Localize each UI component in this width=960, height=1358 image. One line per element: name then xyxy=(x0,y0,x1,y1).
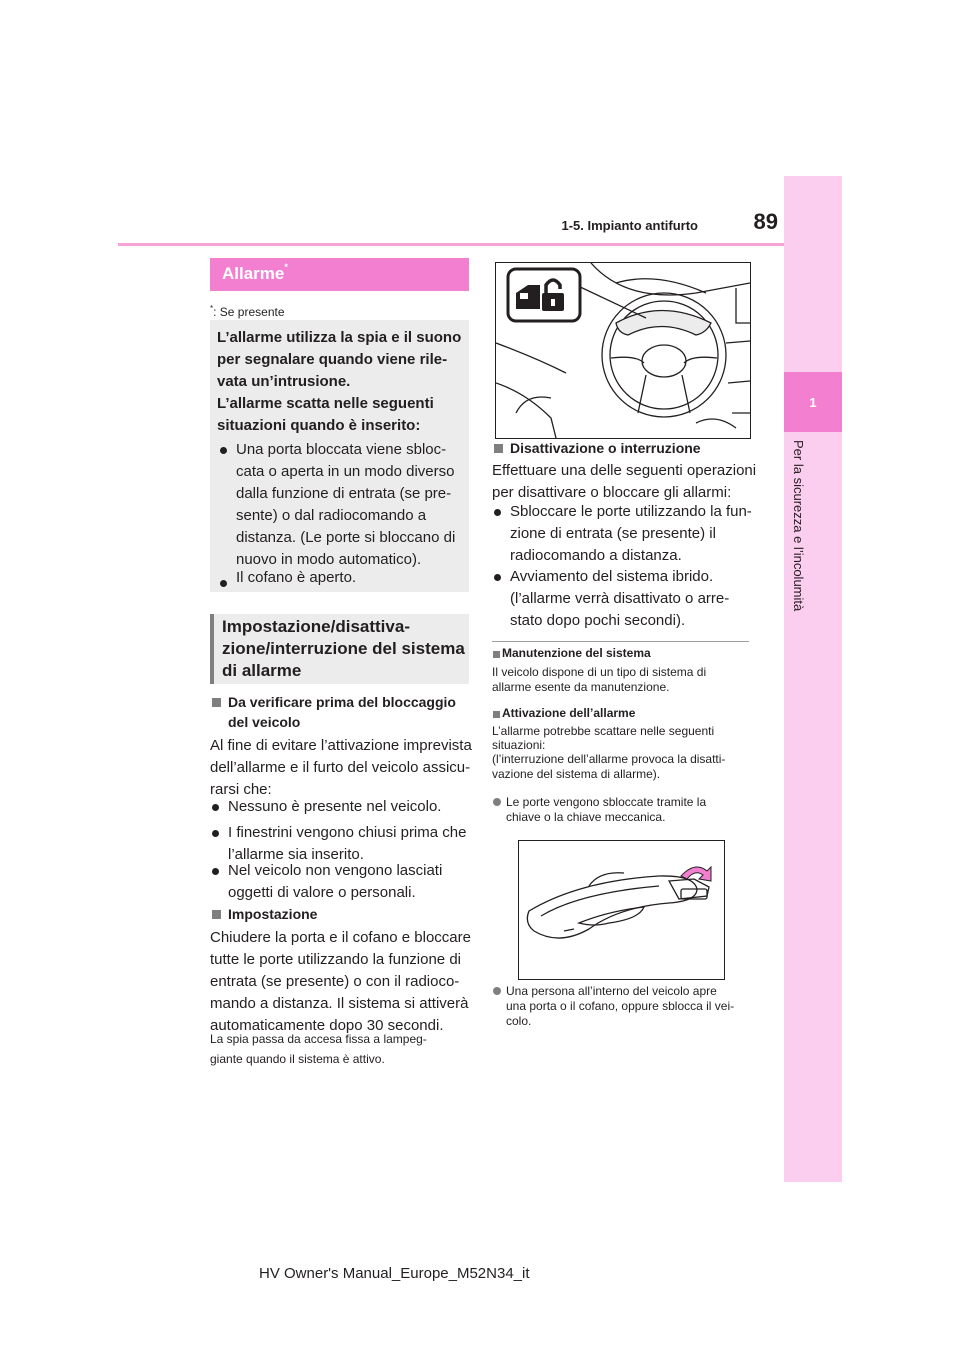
note-bullet xyxy=(493,798,501,806)
impostazione-title: di allarme xyxy=(222,661,302,680)
note-square xyxy=(493,711,500,718)
note-item: una porta o il cofano, oppure sblocca il vei- xyxy=(506,999,735,1013)
disable-bullet: Avviamento del sistema ibrido. xyxy=(510,568,714,585)
allarme-title xyxy=(222,264,288,284)
info-box-line: per segnalare quando viene rile- xyxy=(217,351,448,368)
bullet-dot xyxy=(494,574,501,581)
disable-bullet: Sbloccare le porte utilizzando la fun- xyxy=(510,503,752,520)
setting-note: La spia passa da accesa fissa a lampeg- xyxy=(210,1032,427,1046)
bullet-text: distanza. (Le porte si bloccano di xyxy=(236,529,456,546)
door-handle-drawing xyxy=(519,841,724,979)
verify-body: rarsi che: xyxy=(210,781,272,798)
disable-bullet: zione di entrata (se presente) il xyxy=(510,525,716,542)
side-chapter-label-text: Per la sicurezza e l’incolumità xyxy=(791,440,806,612)
maintenance-body: Il veicolo dispone di un tipo di sistema di xyxy=(492,665,707,679)
disable-bullet: stato dopo pochi secondi). xyxy=(510,612,686,629)
setting-body: entrata (se presente) o con il radioco- xyxy=(210,973,460,990)
bullet-text: cata o aperta in un modo diverso xyxy=(236,463,455,480)
footnote-mark: * xyxy=(210,304,214,313)
bullet-dot xyxy=(220,580,227,587)
bullet-text: sente) o dal radiocomando a xyxy=(236,507,427,524)
setting-body: mando a distanza. Il sistema si attiverà xyxy=(210,995,469,1012)
note-item: colo. xyxy=(506,1014,532,1028)
info-box-line: L’allarme utilizza la spia e il suono xyxy=(217,329,462,346)
footnote xyxy=(210,304,285,319)
side-chapter-label xyxy=(791,440,823,740)
heading-square xyxy=(212,910,221,919)
verify-bullet: I finestrini vengono chiusi prima che xyxy=(228,824,467,841)
bullet-dot xyxy=(494,509,501,516)
verify-heading: del veicolo xyxy=(228,714,301,730)
dashboard-illustration xyxy=(495,262,751,439)
impostazione-title: Impostazione/disattiva- xyxy=(222,617,410,636)
maintenance-body: allarme esente da manutenzione. xyxy=(492,680,670,694)
activation-body: (l’interruzione dell’allarme provoca la disatti- xyxy=(492,752,726,766)
bullet-dot xyxy=(220,447,227,454)
page-number: 89 xyxy=(753,209,778,234)
setting-heading: Impostazione xyxy=(228,906,318,922)
door-handle-illustration xyxy=(518,840,725,980)
bullet-dot xyxy=(212,830,219,837)
verify-body: Al fine di evitare l’attivazione imprevista xyxy=(210,737,472,754)
note-item: Le porte vengono sbloccate tramite la xyxy=(506,795,707,809)
maintenance-heading: Manutenzione del sistema xyxy=(502,646,651,660)
setting-body: automaticamente dopo 30 secondi. xyxy=(210,1017,444,1034)
notes-divider xyxy=(492,641,749,642)
verify-heading: Da verificare prima del bloccaggio xyxy=(228,694,456,710)
activation-body: vazione del sistema di allarme). xyxy=(492,767,661,781)
disable-body: Effettuare una delle seguenti operazioni xyxy=(492,462,757,479)
header-rule xyxy=(118,243,784,246)
impostazione-bar xyxy=(210,614,214,684)
info-box-line: L’allarme scatta nelle seguenti xyxy=(217,395,434,412)
note-item: Una persona all’interno del veicolo apre xyxy=(506,984,717,998)
activation-body: situazioni: xyxy=(492,738,546,752)
heading-square xyxy=(212,698,221,707)
note-bullet xyxy=(493,987,501,995)
setting-note: giante quando il sistema è attivo. xyxy=(210,1052,385,1066)
setting-body: tutte le porte utilizzando la funzione di xyxy=(210,951,461,968)
note-square xyxy=(493,651,500,658)
info-box-line: vata un’intrusione. xyxy=(217,373,351,390)
disable-heading: Disattivazione o interruzione xyxy=(510,440,701,456)
bullet-text: nuovo in modo automatico). xyxy=(236,551,422,568)
verify-bullet: l’allarme sia inserito. xyxy=(228,846,364,863)
bullet-dot xyxy=(212,868,219,875)
verify-body: dell’allarme e il furto del veicolo assicu- xyxy=(210,759,471,776)
disable-body: per disattivare o bloccare gli allarmi: xyxy=(492,484,732,501)
bullet-text: Il cofano è aperto. xyxy=(236,569,357,586)
footnote-text: : Se presente xyxy=(213,305,285,319)
bullet-text: dalla funzione di entrata (se pre- xyxy=(236,485,452,502)
heading-square xyxy=(494,444,503,453)
footer-text: HV Owner's Manual_Europe_M52N34_it xyxy=(259,1265,530,1282)
info-box-line: situazioni quando è inserito: xyxy=(217,417,421,434)
side-chapter-number: 1 xyxy=(784,372,842,432)
verify-bullet: Nel veicolo non vengono lasciati xyxy=(228,862,443,879)
note-item: chiave o la chiave meccanica. xyxy=(506,810,666,824)
activation-heading: Attivazione dell’allarme xyxy=(502,706,636,720)
disable-bullet: (l’allarme verrà disattivato o arre- xyxy=(510,590,730,607)
activation-body: L’allarme potrebbe scattare nelle seguenti xyxy=(492,724,715,738)
impostazione-title: zione/interruzione del sistema xyxy=(222,639,465,658)
section-title: 1-5. Impianto antifurto xyxy=(561,218,698,233)
bullet-dot xyxy=(212,804,219,811)
verify-bullet: Nessuno è presente nel veicolo. xyxy=(228,798,442,815)
disable-bullet: radiocomando a distanza. xyxy=(510,547,682,564)
bullet-text: Una porta bloccata viene sbloc- xyxy=(236,441,447,458)
allarme-title-mark: * xyxy=(284,262,288,272)
setting-body: Chiudere la porta e il cofano e bloccare xyxy=(210,929,471,946)
allarme-title-text: Allarme xyxy=(222,264,285,283)
verify-bullet: oggetti di valore o personali. xyxy=(228,884,416,901)
dashboard-drawing xyxy=(496,263,750,438)
